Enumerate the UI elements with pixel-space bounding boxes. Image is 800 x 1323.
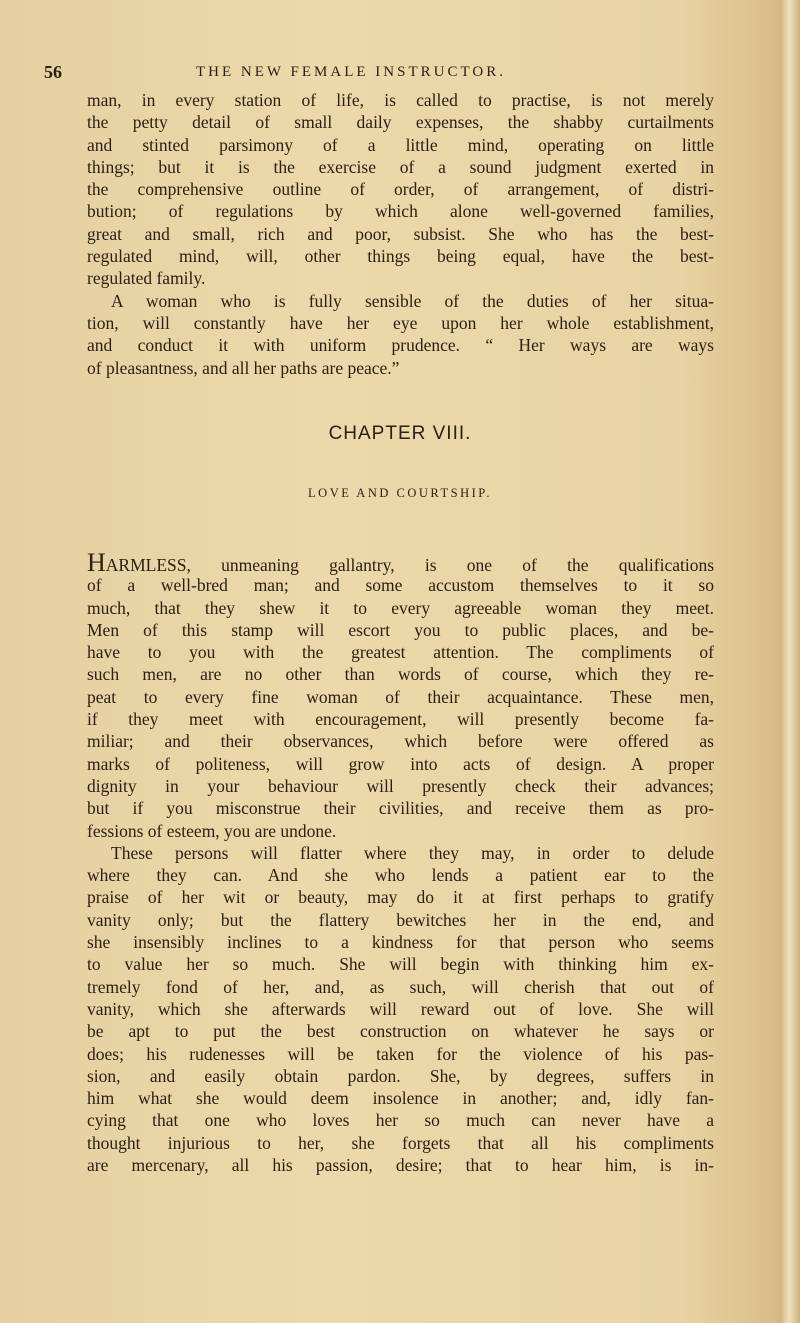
page-header <box>44 62 684 86</box>
text-line: marks of politeness, will grow into acts of design. A proper <box>87 753 714 774</box>
text-line: bution; of regulations by which alone well-governed families, <box>87 201 714 222</box>
text-line: praise of her wit or beauty, may do it at first perhaps to gratify <box>87 887 714 908</box>
text-line: miliar; and their observances, which before were offered as <box>87 731 714 752</box>
text-line: much, that they shew it to every agreeable woman they meet. <box>87 597 714 618</box>
text-line: man, in every station of life, is called to practise, is not merely <box>87 90 714 110</box>
text-line: sion, and easily obtain pardon. She, by degrees, suffers in <box>87 1065 714 1086</box>
text-line: peat to every fine woman of their acquaintance. These men, <box>87 686 714 707</box>
text-line: regulated mind, will, other things being equal, have the best- <box>87 246 714 267</box>
text-line: does; his rudenesses will be taken for the violence of his pas- <box>87 1043 714 1064</box>
text-line: are mercenary, all his passion, desire; that to hear him, is in- <box>87 1155 714 1176</box>
paragraph-block-2 <box>87 548 715 1176</box>
chapter-title: CHAPTER VIII. <box>328 423 472 444</box>
text-line: thought injurious to her, she forgets that all his compliments <box>87 1132 714 1153</box>
chapter-subtitle: LOVE AND COURTSHIP. <box>308 486 492 500</box>
first-line-text: unmeaning gallantry, is one of the qualifications <box>221 555 715 575</box>
text-line: the comprehensive outline of order, of arrangement, of distri- <box>87 179 714 200</box>
text-line: cying that one who loves her so much can never have a <box>87 1110 714 1131</box>
text-line: vanity, which she afterwards will reward out of love. She will <box>87 998 714 1019</box>
drop-cap: H <box>87 548 106 577</box>
paragraph-block-1 <box>87 89 714 379</box>
page-number: 56 <box>44 62 62 82</box>
text-line: fessions of esteem, you are undone. <box>87 820 337 841</box>
text-line: she insensibly inclines to a kindness for that person who seems <box>87 932 714 953</box>
first-word: ARMLESS, <box>105 555 191 575</box>
text-line: and conduct it with uniform prudence. “ Her ways are ways <box>87 335 714 356</box>
text-line: Men of this stamp will escort you to public places, and be- <box>87 619 714 640</box>
text-line: of a well-bred man; and some accustom themselves to it so <box>87 575 714 596</box>
text-line: vanity only; but the flattery bewitches her in the end, and <box>87 909 714 930</box>
text-line: A woman who is fully sensible of the duties of her situa- <box>111 290 714 311</box>
text-line: things; but it is the exercise of a sound judgment exerted in <box>87 156 714 177</box>
text-line: regulated family. <box>87 268 206 289</box>
running-title: THE NEW FEMALE INSTRUCTOR. <box>196 64 506 80</box>
text-line: where they can. And she who lends a patient ear to the <box>87 865 714 886</box>
text-line: and stinted parsimony of a little mind, operating on little <box>87 134 714 155</box>
text-line: to value her so much. She will begin with thinking him ex- <box>87 954 714 975</box>
text-line: him what she would deem insolence in another; and, idly fan- <box>87 1088 714 1109</box>
text-line: tremely fond of her, and, as such, will cherish that out of <box>87 976 714 997</box>
page-edge <box>782 0 800 1323</box>
text-line: if they meet with encouragement, will presently become fa- <box>87 709 714 730</box>
text-line: These persons will flatter where they may, in order to delude <box>111 842 714 863</box>
text-line: such men, are no other than words of course, which they re- <box>87 664 714 685</box>
text-line: have to you with the greatest attention. The compliments of <box>87 642 714 663</box>
text-line: but if you misconstrue their civilities, and receive them as pro- <box>87 798 714 819</box>
text-line: dignity in your behaviour will presently check their advances; <box>87 775 714 796</box>
text-line: of pleasantness, and all her paths are peace.” <box>87 357 400 378</box>
text-line: the petty detail of small daily expenses, the shabby curtailments <box>87 112 714 133</box>
text-line: be apt to put the best construction on whatever he says or <box>87 1021 714 1042</box>
text-line: great and small, rich and poor, subsist. She who has the best- <box>87 223 714 244</box>
text-line <box>87 548 715 577</box>
text-line: tion, will constantly have her eye upon her whole establishment, <box>87 312 714 333</box>
